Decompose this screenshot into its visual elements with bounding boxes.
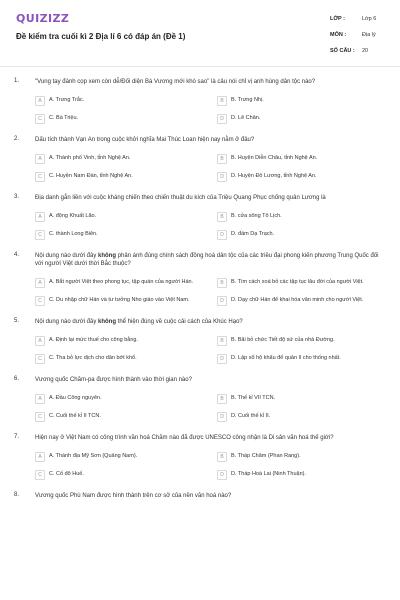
- question-number: 2.: [14, 136, 20, 142]
- meta-value: 20: [362, 48, 369, 54]
- option-c[interactable]: [35, 468, 195, 481]
- option-text: A. Thành phố Vinh, tỉnh Nghệ An.: [49, 155, 131, 161]
- meta-row-question-count: [330, 43, 388, 59]
- question-text: [35, 252, 384, 268]
- option-text: B. Huyện Diễn Châu, tỉnh Nghệ An.: [231, 155, 318, 161]
- question-negation-word: không: [98, 319, 116, 325]
- option-letter-box: C: [35, 296, 45, 306]
- option-letter-box: C: [35, 470, 45, 480]
- option-letter-box: D: [217, 354, 227, 364]
- option-a[interactable]: [35, 392, 195, 405]
- option-d[interactable]: [217, 170, 377, 183]
- option-text: D. Lê Chân.: [231, 115, 261, 121]
- option-letter-box: C: [35, 354, 45, 364]
- question-text: Vương quốc Chăm-pa được hình thành vào thời gian nào?: [35, 377, 192, 383]
- option-letter-box: B: [217, 154, 227, 164]
- question-4: [0, 252, 400, 307]
- option-letter-box: D: [217, 114, 227, 124]
- option-b[interactable]: [217, 392, 377, 405]
- option-text: A. Bắt người Việt theo phong tục, tập quán của người Hán.: [49, 279, 194, 285]
- option-a[interactable]: [35, 276, 195, 289]
- question-1: [0, 78, 400, 125]
- option-letter-box: D: [217, 172, 227, 182]
- option-text: C. Cố đô Huế.: [49, 471, 84, 477]
- option-text: D. Lập sổ hộ khẩu để quản lí cho thống nhất.: [231, 355, 341, 361]
- worksheet-header: [0, 0, 400, 66]
- option-c[interactable]: [35, 410, 195, 423]
- option-letter-box: D: [217, 470, 227, 480]
- question-8: [0, 492, 400, 500]
- option-text: D. Huyện Đô Lương, tỉnh Nghệ An.: [231, 173, 317, 179]
- option-text: B. Trưng Nhị.: [231, 97, 264, 103]
- question-text: Địa danh gắn liền với cuộc kháng chiến theo chiến thuật du kích của Triệu Quang Phục chống quân Lương là: [35, 195, 326, 201]
- option-text: D. Tháp Hoà Lai (Ninh Thuận).: [231, 471, 307, 477]
- option-letter-box: B: [217, 336, 227, 346]
- option-text: B. Bãi bỏ chức Tiết độ sứ của nhà Đường.: [231, 337, 335, 343]
- option-letter-box: A: [35, 394, 45, 404]
- option-a[interactable]: [35, 94, 195, 107]
- meta-label: MÔN :: [330, 32, 347, 38]
- option-letter-box: C: [35, 412, 45, 422]
- option-b[interactable]: [217, 210, 377, 223]
- option-d[interactable]: [217, 112, 377, 125]
- option-text: B. Tìm cách xoá bỏ các tập tục lâu đời của người Việt.: [231, 279, 364, 285]
- question-number: 4.: [14, 252, 20, 258]
- option-text: A. động Khuất Lão.: [49, 213, 97, 219]
- option-letter-box: B: [217, 452, 227, 462]
- question-text-part: phản ánh đúng chính sách đồng hoá dân tộc của các triều đại phong kiến phương Trung Quốc đối với người Việt dưới thời Bắc thuộc?: [35, 253, 379, 267]
- option-letter-box: D: [217, 230, 227, 240]
- question-number: 1.: [14, 78, 20, 84]
- option-letter-box: B: [217, 278, 227, 288]
- option-a[interactable]: [35, 210, 195, 223]
- option-text: A. Thánh địa Mỹ Sơn (Quảng Nam).: [49, 453, 138, 459]
- option-d[interactable]: [217, 352, 377, 365]
- header-divider: [0, 66, 400, 67]
- option-text: A. Trưng Trắc.: [49, 97, 85, 103]
- question-number: 3.: [14, 194, 20, 200]
- option-c[interactable]: [35, 170, 195, 183]
- option-letter-box: A: [35, 96, 45, 106]
- option-text: D. Cuối thế kỉ II.: [231, 413, 271, 419]
- option-d[interactable]: [217, 228, 377, 241]
- option-text: C. Tha bỏ lực dịch cho dân bớt khổ.: [49, 355, 137, 361]
- option-d[interactable]: [217, 410, 377, 423]
- option-text: B. Thế kỉ VII TCN.: [231, 395, 276, 401]
- option-text: C. Bà Triệu.: [49, 115, 79, 121]
- option-letter-box: A: [35, 278, 45, 288]
- question-text: Vương quốc Phù Nam được hình thành trên cơ sở của nền văn hoá nào?: [35, 493, 232, 499]
- question-negation-word: không: [98, 253, 116, 259]
- question-text: Hiện nay ở Việt Nam có công trình văn hoá Chăm nào đã được UNESCO công nhận là Di sản văn hoá thế giới?: [35, 435, 334, 441]
- answer-options: [35, 334, 384, 365]
- option-a[interactable]: [35, 152, 195, 165]
- option-b[interactable]: [217, 152, 377, 165]
- option-text: B. Tháp Chăm (Phan Rang).: [231, 453, 301, 459]
- question-number: 7.: [14, 434, 20, 440]
- meta-row-grade: [330, 11, 388, 27]
- question-3: [0, 194, 400, 241]
- quizizz-logo[interactable]: QUIZIZZ: [16, 12, 70, 25]
- option-letter-box: C: [35, 230, 45, 240]
- option-text: C. Du nhập chữ Hán và tư tưởng Nho giáo vào Việt Nam.: [49, 297, 190, 303]
- meta-value: Lớp 6: [362, 16, 377, 22]
- answer-options: [35, 210, 384, 241]
- meta-label: LỚP :: [330, 16, 345, 22]
- answer-options: [35, 276, 384, 307]
- option-letter-box: C: [35, 114, 45, 124]
- answer-options: [35, 94, 384, 125]
- option-text: C. Huyện Nam Đàn, tỉnh Nghệ An.: [49, 173, 133, 179]
- option-text: D. Dạy chữ Hán để khai hóa văn minh cho người Việt.: [231, 297, 364, 303]
- question-number: 6.: [14, 376, 20, 382]
- question-5: [0, 318, 400, 365]
- meta-label: SỐ CÂU :: [330, 48, 355, 54]
- option-c[interactable]: [35, 228, 195, 241]
- option-text: A. Đầu Công nguyên.: [49, 395, 102, 401]
- option-letter-box: A: [35, 336, 45, 346]
- question-7: [0, 434, 400, 481]
- question-6: [0, 376, 400, 423]
- option-c[interactable]: [35, 294, 195, 307]
- option-d[interactable]: [217, 294, 377, 307]
- option-d[interactable]: [217, 468, 377, 481]
- option-text: C. Cuối thế kỉ II TCN.: [49, 413, 101, 419]
- question-list: [0, 78, 400, 511]
- question-text: "Vung tay đánh cọp xem còn dễ/Đối diện Bà Vương mới khó sao" là câu nói chỉ vị anh hùng dân tộc nào?: [35, 79, 316, 85]
- option-text: A. Định lại mức thuế cho công bằng.: [49, 337, 138, 343]
- option-letter-box: B: [217, 96, 227, 106]
- option-b[interactable]: [217, 276, 377, 289]
- worksheet-title: Đề kiểm tra cuối kì 2 Địa lí 6 có đáp án (Đề 1): [16, 32, 186, 41]
- option-text: C. thành Long Biên.: [49, 231, 98, 237]
- option-a[interactable]: [35, 450, 195, 463]
- question-number: 5.: [14, 318, 20, 324]
- option-letter-box: D: [217, 296, 227, 306]
- worksheet-meta: [330, 11, 388, 59]
- option-b[interactable]: [217, 94, 377, 107]
- option-text: B. cửa sông Tô Lịch.: [231, 213, 282, 219]
- answer-options: [35, 152, 384, 183]
- option-b[interactable]: [217, 334, 377, 347]
- answer-options: [35, 450, 384, 481]
- option-a[interactable]: [35, 334, 195, 347]
- option-c[interactable]: [35, 352, 195, 365]
- option-letter-box: D: [217, 412, 227, 422]
- question-text-part: Nội dung nào dưới đây: [35, 253, 98, 259]
- question-text: [35, 318, 384, 326]
- option-letter-box: B: [217, 394, 227, 404]
- option-b[interactable]: [217, 450, 377, 463]
- option-text: D. đầm Dạ Trạch.: [231, 231, 275, 237]
- question-text-part: thể hiện đúng về cuộc cải cách của Khúc Hạo?: [116, 319, 243, 325]
- option-letter-box: A: [35, 212, 45, 222]
- question-text-part: Nội dung nào dưới đây: [35, 319, 98, 325]
- option-letter-box: B: [217, 212, 227, 222]
- question-number: 8.: [14, 492, 20, 498]
- question-2: [0, 136, 400, 183]
- answer-options: [35, 392, 384, 423]
- option-c[interactable]: [35, 112, 195, 125]
- option-letter-box: A: [35, 452, 45, 462]
- option-letter-box: C: [35, 172, 45, 182]
- option-letter-box: A: [35, 154, 45, 164]
- meta-value: Địa lý: [362, 32, 376, 38]
- question-text: Dấu tích thành Vạn An trong cuộc khởi nghĩa Mai Thúc Loan hiện nay nằm ở đâu?: [35, 137, 255, 143]
- meta-row-subject: [330, 27, 388, 43]
